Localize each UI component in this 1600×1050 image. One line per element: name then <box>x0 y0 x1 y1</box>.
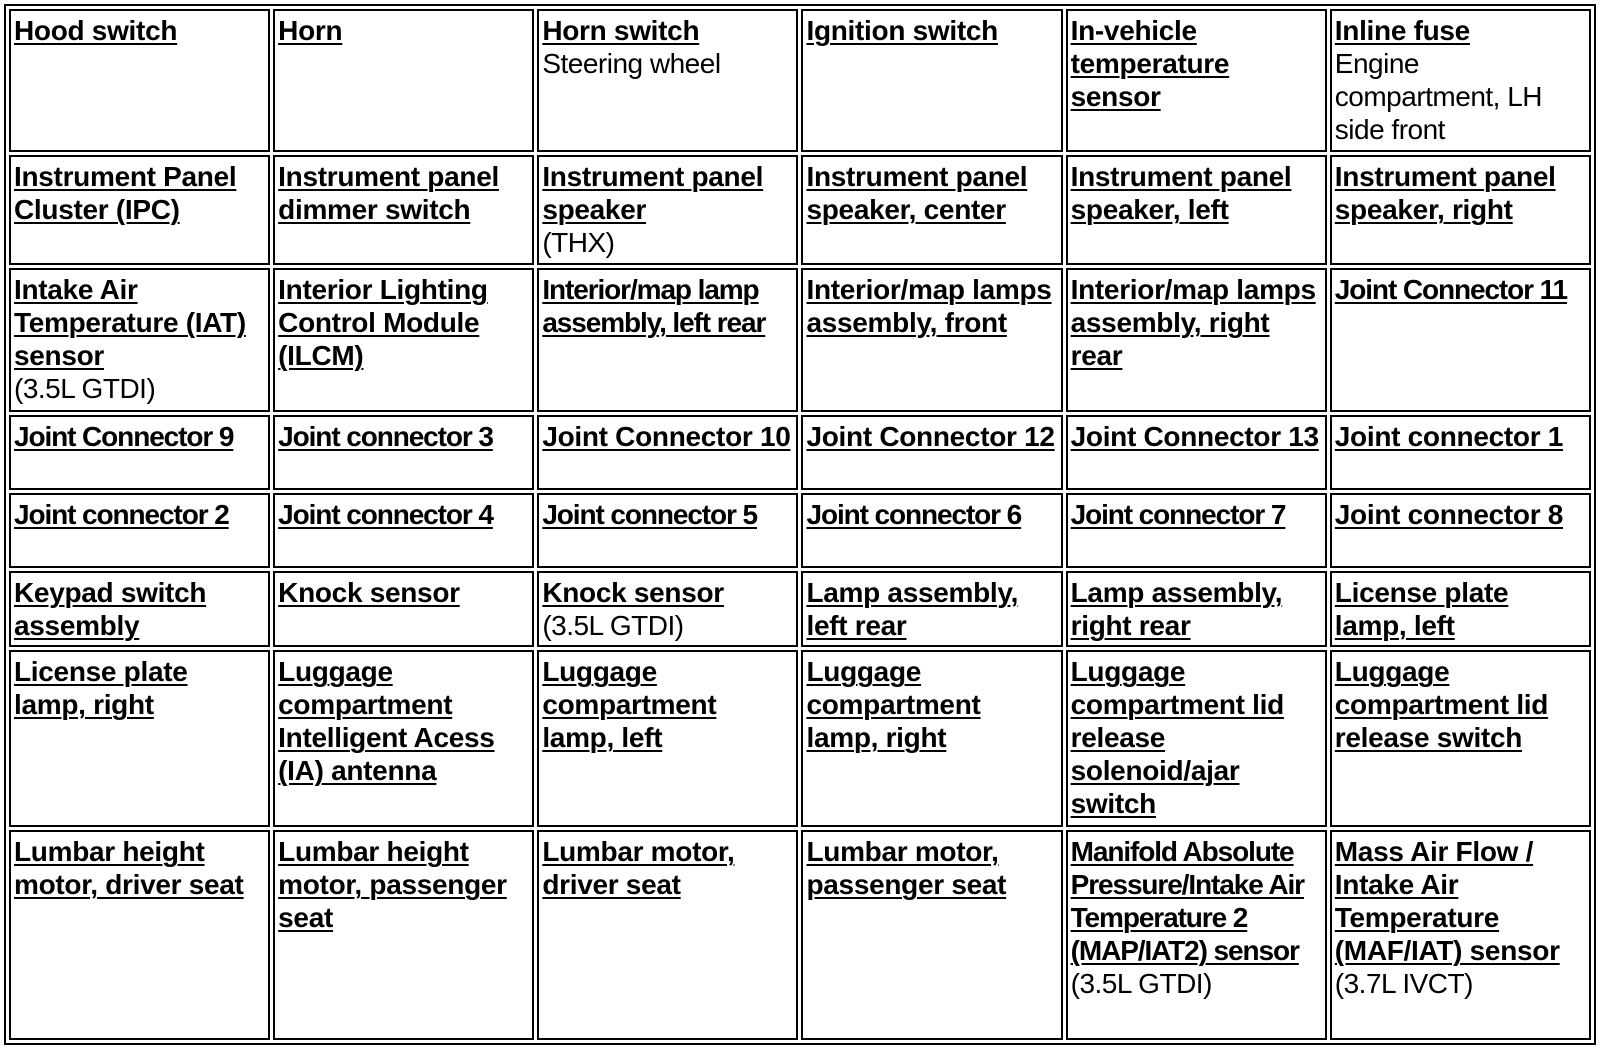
component-link[interactable]: Knock sensor <box>542 577 724 609</box>
component-link[interactable]: Instrument panel dimmer switch <box>278 161 499 226</box>
component-link[interactable]: Horn <box>278 15 343 46</box>
component-link[interactable]: Interior/map lamps assembly, right rear <box>1070 274 1316 372</box>
table-row <box>9 571 1591 647</box>
table-cell <box>1066 493 1327 568</box>
table-row <box>9 415 1591 490</box>
table-cell <box>537 415 798 490</box>
component-link[interactable]: Lumbar height motor, passenger seat <box>278 836 507 934</box>
component-link[interactable]: Instrument panel speaker <box>542 161 764 226</box>
table-cell <box>273 268 534 411</box>
table-cell <box>273 155 534 265</box>
table-cell <box>1066 650 1327 827</box>
component-link[interactable]: Instrument panel speaker, center <box>806 161 1028 226</box>
component-location-note: (3.5L GTDI) <box>14 373 156 405</box>
component-link[interactable]: Instrument panel speaker, left <box>1070 161 1292 226</box>
component-link[interactable]: Lamp assembly, left rear <box>806 577 1019 642</box>
table-cell <box>1330 571 1591 647</box>
table-cell <box>273 9 534 152</box>
component-link[interactable]: Lumbar motor, driver seat <box>542 836 735 901</box>
table-cell <box>537 493 798 568</box>
table-cell <box>801 268 1062 411</box>
table-row <box>9 155 1591 265</box>
table-cell <box>537 830 798 1040</box>
component-link[interactable]: Joint Connector 13 <box>1070 420 1319 452</box>
table-cell <box>1330 9 1591 152</box>
table-cell <box>537 9 798 152</box>
table-cell <box>1330 493 1591 568</box>
component-link[interactable]: Joint connector 4 <box>278 498 493 530</box>
component-location-note: (3.7L IVCT) <box>1334 968 1473 1000</box>
table-row <box>9 830 1591 1040</box>
table-cell <box>9 415 270 490</box>
table-cell <box>801 415 1062 490</box>
component-link[interactable]: Lumbar height motor, driver seat <box>14 836 244 901</box>
component-link[interactable]: License plate lamp, left <box>1334 577 1509 642</box>
table-cell <box>801 493 1062 568</box>
component-link[interactable]: Joint Connector 9 <box>14 420 234 452</box>
component-link[interactable]: Joint connector 2 <box>14 498 229 530</box>
table-cell <box>273 830 534 1040</box>
table-cell <box>801 155 1062 265</box>
component-link[interactable]: Luggage compartment Intelligent Acess (IA) antenna <box>278 656 495 787</box>
component-link[interactable]: Ignition switch <box>806 15 998 46</box>
table-cell <box>273 650 534 827</box>
component-link[interactable]: Joint connector 8 <box>1334 498 1564 530</box>
table-cell <box>1330 155 1591 265</box>
table-cell <box>9 571 270 647</box>
component-link[interactable]: Luggage compartment lamp, right <box>806 656 981 754</box>
table-cell <box>1330 650 1591 827</box>
table-cell <box>801 571 1062 647</box>
table-cell <box>273 571 534 647</box>
table-cell <box>537 571 798 647</box>
table-cell <box>537 650 798 827</box>
table-cell <box>1066 571 1327 647</box>
component-link[interactable]: Joint connector 6 <box>806 498 1022 530</box>
table-cell <box>801 9 1062 152</box>
table-cell <box>9 9 270 152</box>
component-location-note: Steering wheel <box>542 48 721 79</box>
component-link[interactable]: In-vehicle temperature sensor <box>1070 15 1230 112</box>
table-row <box>9 9 1591 152</box>
component-link[interactable]: Lamp assembly, right rear <box>1070 577 1283 642</box>
table-cell <box>1330 830 1591 1040</box>
component-link[interactable]: Horn switch <box>542 15 700 46</box>
component-link[interactable]: Luggage compartment lid release solenoid/ajar switch <box>1070 656 1284 820</box>
component-link[interactable]: Knock sensor <box>278 577 460 609</box>
component-link[interactable]: Interior/map lamps assembly, front <box>806 274 1052 339</box>
table-cell <box>537 268 798 411</box>
component-link[interactable]: Hood switch <box>14 15 178 46</box>
component-link[interactable]: Joint connector 3 <box>278 420 493 452</box>
table-cell <box>273 493 534 568</box>
table-cell <box>537 155 798 265</box>
component-index-grid <box>4 4 1596 1045</box>
component-link[interactable]: Mass Air Flow / Intake Air Temperature (MAF/IAT) sensor <box>1334 836 1560 967</box>
component-link[interactable]: Joint Connector 12 <box>806 420 1055 452</box>
table-row <box>9 268 1591 411</box>
component-location-note: Engine compartment, LH side front <box>1334 48 1543 145</box>
table-row <box>9 493 1591 568</box>
component-link[interactable]: Intake Air Temperature (IAT) sensor <box>14 274 246 372</box>
table-cell <box>1066 268 1327 411</box>
table-cell <box>801 830 1062 1040</box>
table-cell <box>1330 415 1591 490</box>
component-link[interactable]: Luggage compartment lid release switch <box>1334 656 1549 754</box>
component-link[interactable]: Keypad switch assembly <box>14 577 207 642</box>
table-cell <box>1066 830 1327 1040</box>
table-cell <box>1066 155 1327 265</box>
component-link[interactable]: Joint Connector 10 <box>542 420 791 452</box>
component-link[interactable]: Luggage compartment lamp, left <box>542 656 717 754</box>
component-link[interactable]: Instrument panel speaker, right <box>1334 161 1556 226</box>
table-cell <box>9 268 270 411</box>
table-cell <box>9 493 270 568</box>
component-location-table <box>6 6 1594 1043</box>
component-link[interactable]: Manifold Absolute Pressure/Intake Air Temperature 2 (MAP/IAT2) sensor <box>1070 836 1304 967</box>
table-cell <box>1066 9 1327 152</box>
component-link[interactable]: Joint connector 7 <box>1070 498 1286 530</box>
component-link[interactable]: Lumbar motor, passenger seat <box>806 836 1007 901</box>
table-cell <box>1330 268 1591 411</box>
table-row <box>9 650 1591 827</box>
component-link[interactable]: Joint connector 5 <box>542 498 757 530</box>
table-cell <box>9 830 270 1040</box>
table-cell <box>1066 415 1327 490</box>
component-link[interactable]: Joint connector 1 <box>1334 420 1564 452</box>
table-cell <box>273 415 534 490</box>
component-link[interactable]: Joint Connector 11 <box>1334 274 1568 306</box>
component-link[interactable]: Interior/map lamp assembly, left rear <box>542 274 766 339</box>
component-link[interactable]: Instrument Panel Cluster (IPC) <box>14 161 237 226</box>
component-link[interactable]: Interior Lighting Control Module (ILCM) <box>278 274 488 372</box>
table-cell <box>9 155 270 265</box>
component-location-note: (3.5L GTDI) <box>1070 968 1212 1000</box>
component-link[interactable]: Inline fuse <box>1334 15 1470 46</box>
component-location-note: (THX) <box>542 227 615 259</box>
table-cell <box>801 650 1062 827</box>
table-cell <box>9 650 270 827</box>
component-link[interactable]: License plate lamp, right <box>14 656 188 721</box>
component-location-note: (3.5L GTDI) <box>542 610 684 642</box>
